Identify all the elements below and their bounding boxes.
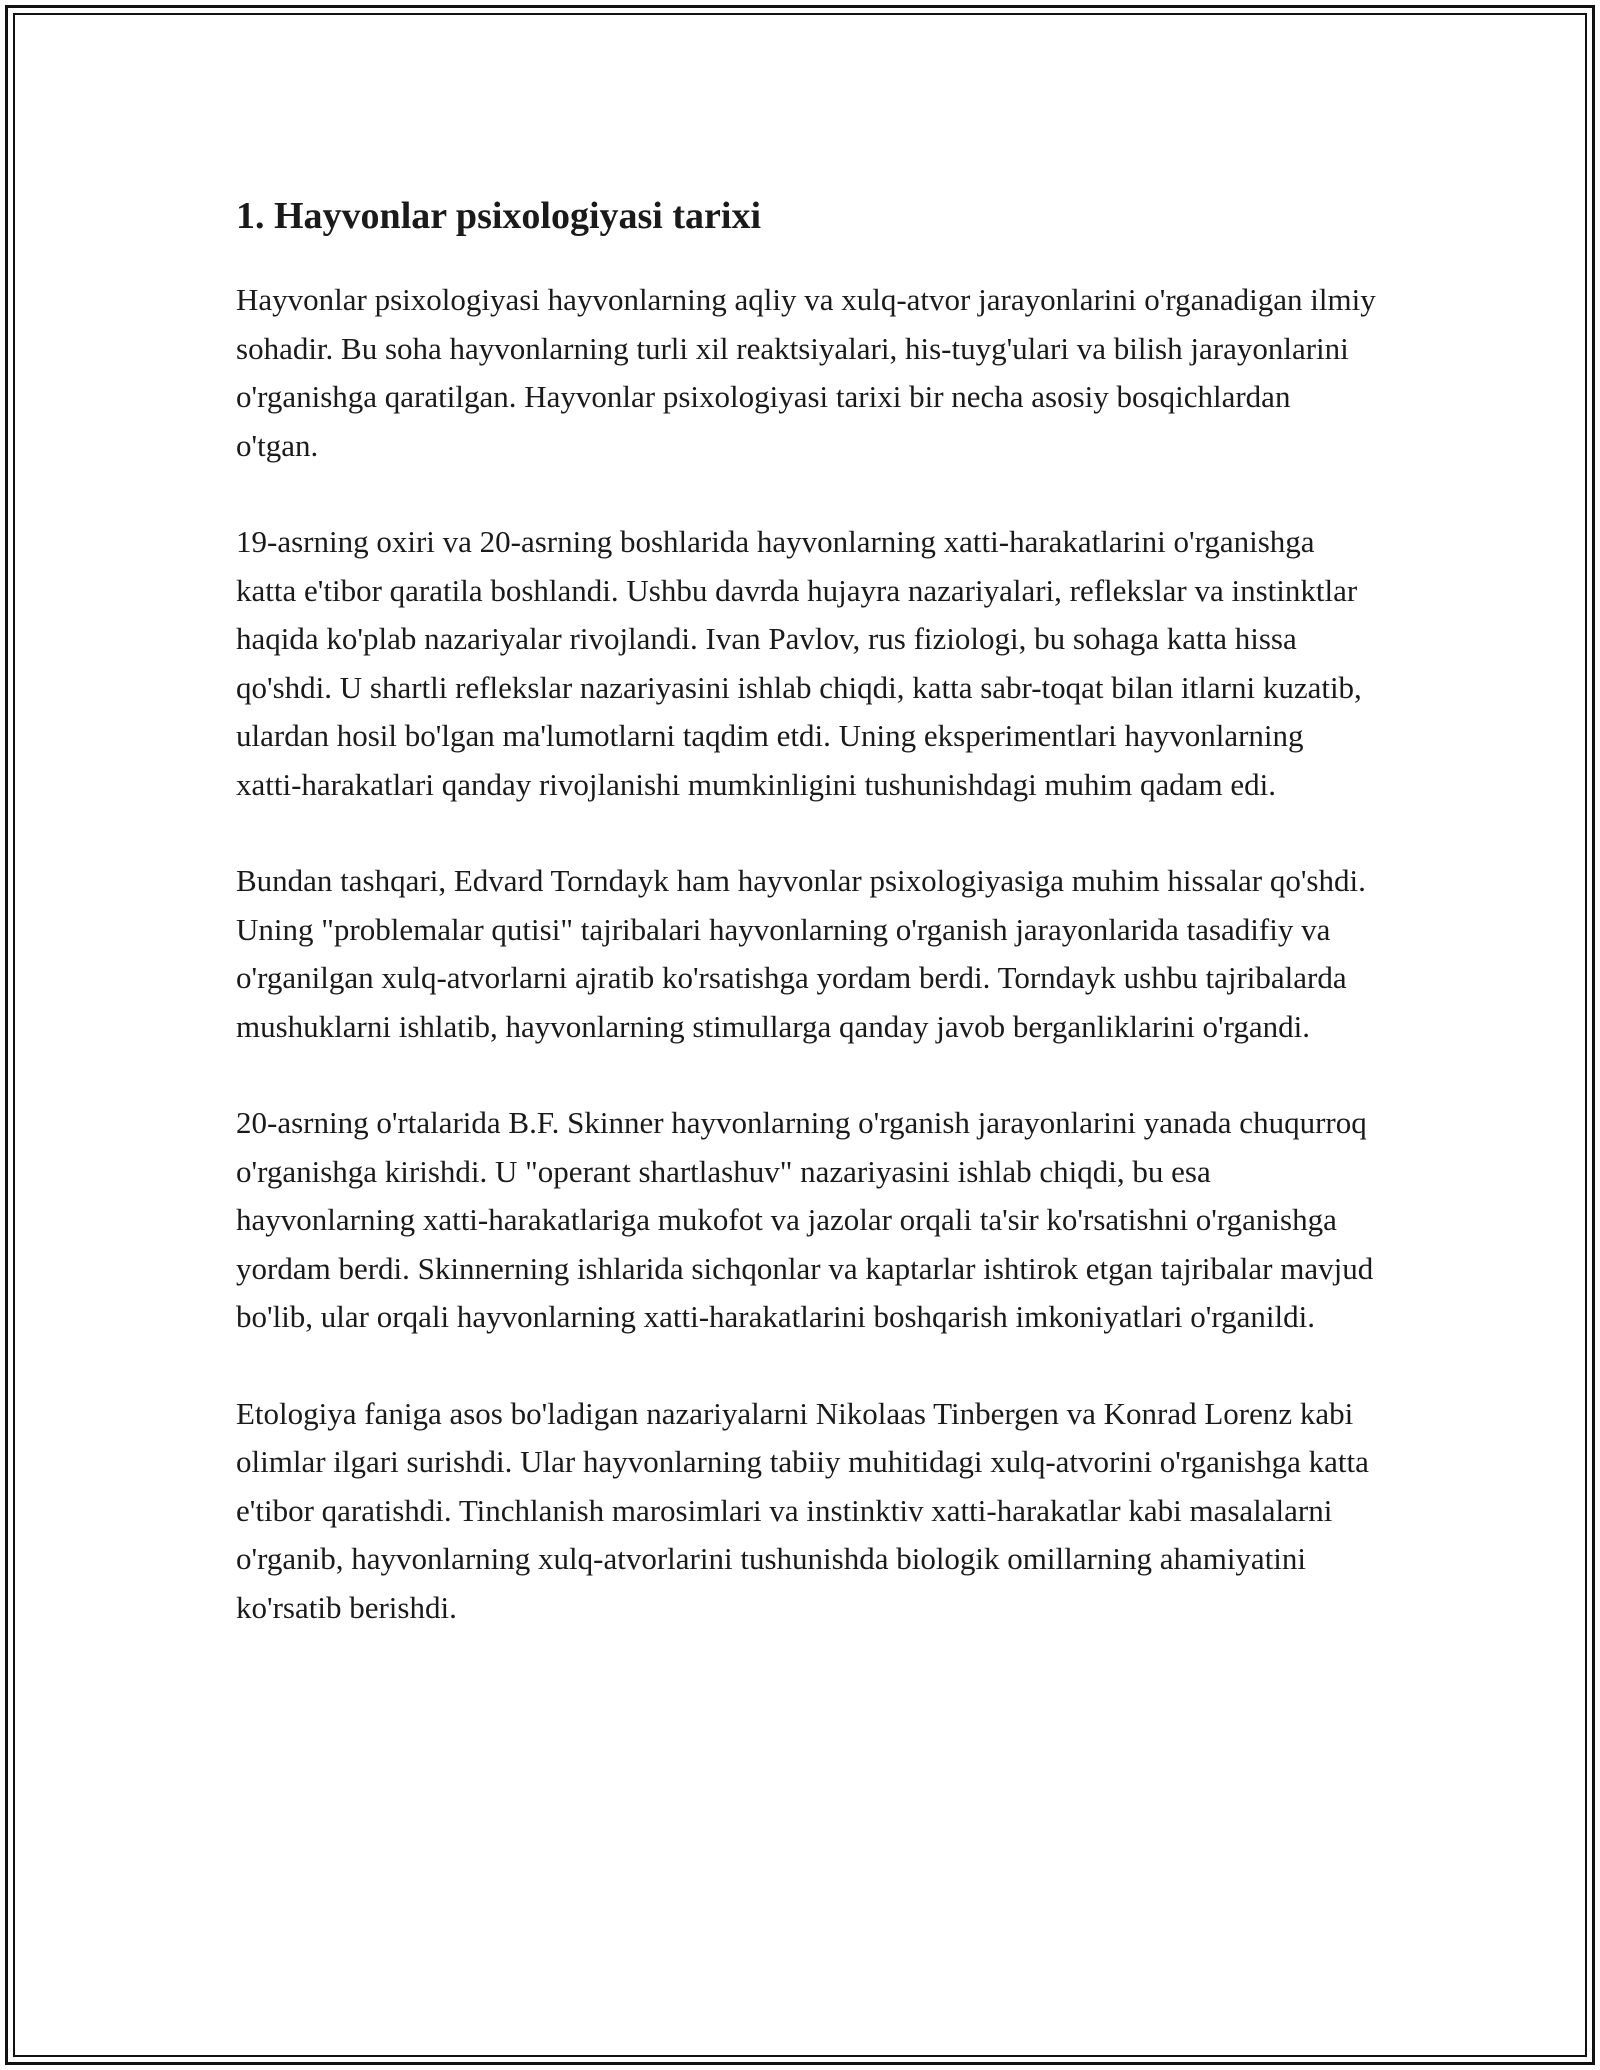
paragraph-thorndike: Bundan tashqari, Edvard Torndayk ham hayvonlar psixologiyasiga muhim hissalar qo'shdi. Uning "problemalar qutisi" tajribalari hayvonlarning o'rganish jarayonlarida tasadifiy va o'rganilgan xulq-atvorlarni ajratib ko'rsatishga yordam berdi. Torndayk ushbu tajribalarda mushuklarni ishlatib, hayvonlarning stimullarga qanday javob berganliklarini o'rgandi. [236,863,1366,1044]
paragraph-pavlov: 19-asrning oxiri va 20-asrning boshlarida hayvonlarning xatti-harakatlarini o'rganishga katta e'tibor qaratila boshlandi. Ushbu davrda hujayra nazariyalari, reflekslar va instinktlar haqida ko'plab nazariyalar rivojlandi. Ivan Pavlov, rus fiziologi, bu sohaga katta hissa qo'shdi. U shartli reflekslar nazariyasini ishlab chiqdi, katta sabr-toqat bilan itlarni kuzatib, ulardan hosil bo'lgan ma'lumotlarni taqdim etdi. Uning eksperimentlari hayvonlarning xatti-harakatlari qanday rivojlanishi mumkinligini tushunishdagi muhim qadam edi. [236,524,1362,802]
paragraph-skinner: 20-asrning o'rtalarida B.F. Skinner hayvonlarning o'rganish jarayonlarini yanada chuqurroq o'rganishga kirishdi. U "operant shartlashuv" nazariyasini ishlab chiqdi, bu esa hayvonlarning xatti-harakatlariga mukofot va jazolar orqali ta'sir ko'rsatishni o'rganishga yordam berdi. Skinnerning ishlarida sichqonlar va kaptarlar ishtirok etgan tajribalar mavjud bo'lib, ular orqali hayvonlarning xatti-harakatlarini boshqarish imkoniyatlari o'rganildi. [236,1105,1374,1334]
paragraph-intro: Hayvonlar psixologiyasi hayvonlarning aqliy va xulq-atvor jarayonlarini o'rganadigan ilmiy sohadir. Bu soha hayvonlarning turli xil reaktsiyalari, his-tuyg'ulari va bilish jarayonlarini o'rganishga qaratilgan. Hayvonlar psixologiyasi tarixi bir necha asosiy bosqichlardan o'tgan. [236,282,1376,463]
paragraph-ethology: Etologiya faniga asos bo'ladigan nazariyalarni Nikolaas Tinbergen va Konrad Lorenz kabi olimlar ilgari surishdi. Ular hayvonlarning tabiiy muhitidagi xulq-atvorini o'rganishga katta e'tibor qaratishdi. Tinchlanish marosimlari va instinktiv xatti-harakatlar kabi masalalarni o'rganib, hayvonlarning xulq-atvorlarini tushunishda biologik omillarning ahamiyatini ko'rsatib berishdi. [236,1395,1369,1625]
section-heading: 1. Hayvonlar psixologiyasi tarixi [236,195,762,237]
document-body [236,190,1376,1632]
